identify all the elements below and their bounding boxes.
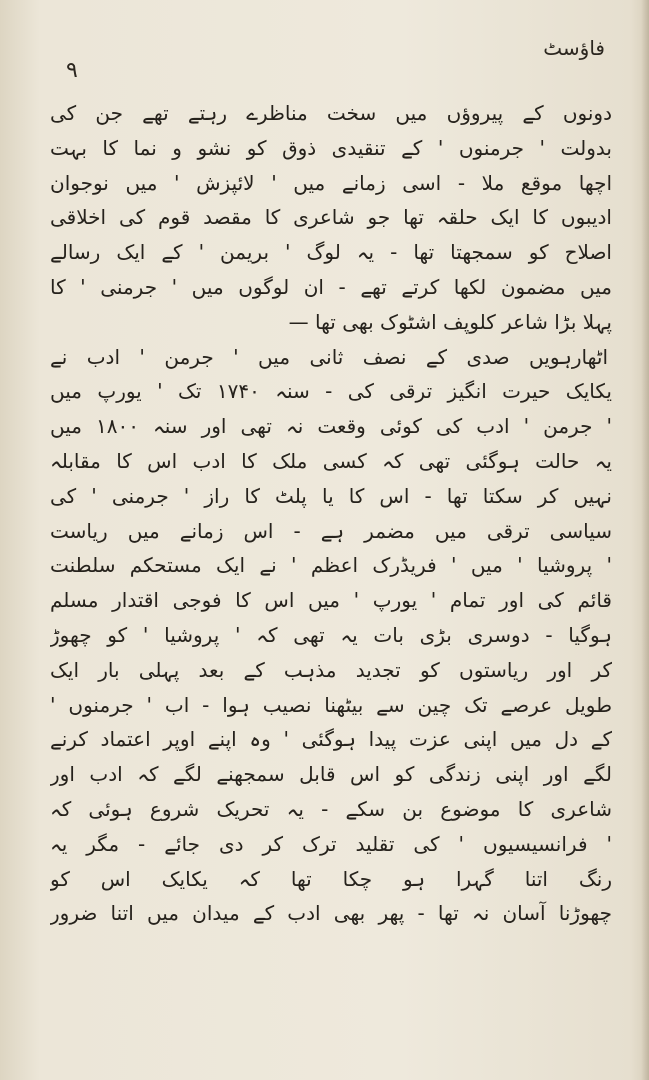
text-line: ' جرمن ' ادب کی کوئی وقعت نہ تھی اور سنہ ۱۸۰۰ میں: [50, 414, 612, 439]
text-line: بدولت ' جرمنوں ' کے تنقیدی ذوق کو نشو و نما کا بہت: [50, 135, 612, 160]
page-number: ۹: [66, 58, 78, 83]
text-line: نہیں کر سکتا تھا - اس کا یا پلٹ کا راز ' جرمنی ' کی: [50, 483, 612, 508]
text-line: اچھا موقع ملا - اسی زمانے میں ' لائپزش ' میں نوجوان: [50, 170, 612, 195]
text-line: یہ حالت ہوگئی تھی کہ کسی ملک کا ادب اس کا مقابلہ: [50, 448, 612, 473]
text-line: دونوں کے پیروؤں میں سخت مناظرے رہتے تھے جن کی: [50, 101, 612, 125]
text-line: طویل عرصے تک چین سے بیٹھنا نصیب ہوا - اب ' جرمنوں ': [50, 692, 612, 717]
running-head: فاؤسٹ: [543, 36, 605, 60]
text-line: ' فرانسیسیوں ' کی تقلید ترک کر دی جائے - مگر یہ: [50, 831, 612, 856]
text-line: سیاسی ترقی میں مضمر ہے - اس زمانے میں ریاست: [50, 518, 612, 543]
text-line: ہوگیا - دوسری بڑی بات یہ تھی کہ ' پروشیا ' کو چھوڑ: [50, 622, 612, 647]
text-line: کر اور ریاستوں کو تجدید مذہب کے بعد پہلی بار ایک: [50, 657, 612, 682]
text-line: چھوڑنا آسان نہ تھا - پھر بھی ادب کے میدان میں اتنا ضرور: [50, 901, 612, 926]
text-line: شاعری کا موضوع بن سکے - یہ تحریک شروع ہوئی کہ: [50, 796, 612, 821]
text-line: اصلاح کو سمجھتا تھا - یہ لوگ ' بریمن ' کے ایک رسالے: [50, 240, 612, 265]
text-line: پہلا بڑا شاعر کلوپف اشٹوک بھی تھا —: [288, 309, 612, 334]
text-line: قائم کی اور تمام ' یورپ ' میں اس کا فوجی اقتدار مسلم: [50, 588, 612, 613]
text-line: ' پروشیا ' میں ' فریڈرک اعظم ' نے ایک مستحکم سلطنت: [50, 553, 612, 578]
text-line: کے دل میں اپنی عزت پیدا ہوگئی ' وہ اپنے اوپر اعتماد کرنے: [50, 727, 612, 752]
text-line: لگے اور اپنی زندگی کو اس قابل سمجھنے لگے کہ ادب اور: [50, 762, 612, 787]
text-line: یکایک حیرت انگیز ترقی کی - سنہ ۱۷۴۰ تک ' یورپ میں: [50, 379, 612, 404]
body-text: [50, 96, 612, 931]
text-line: اٹھارہویں صدی کے نصف ثانی میں ' جرمن ' ادب نے: [50, 344, 608, 369]
text-line: رنگ اتنا گہرا ہو چکا تھا کہ یکایک اس کو: [50, 866, 612, 891]
page-edge-shadow: [641, 0, 649, 1080]
text-line: ادیبوں کا ایک حلقہ تھا جو شاعری کا مقصد قوم کی اخلاقی: [50, 205, 612, 230]
text-line: میں مضمون لکھا کرتے تھے - ان لوگوں میں ' جرمنی ' کا: [50, 274, 612, 299]
